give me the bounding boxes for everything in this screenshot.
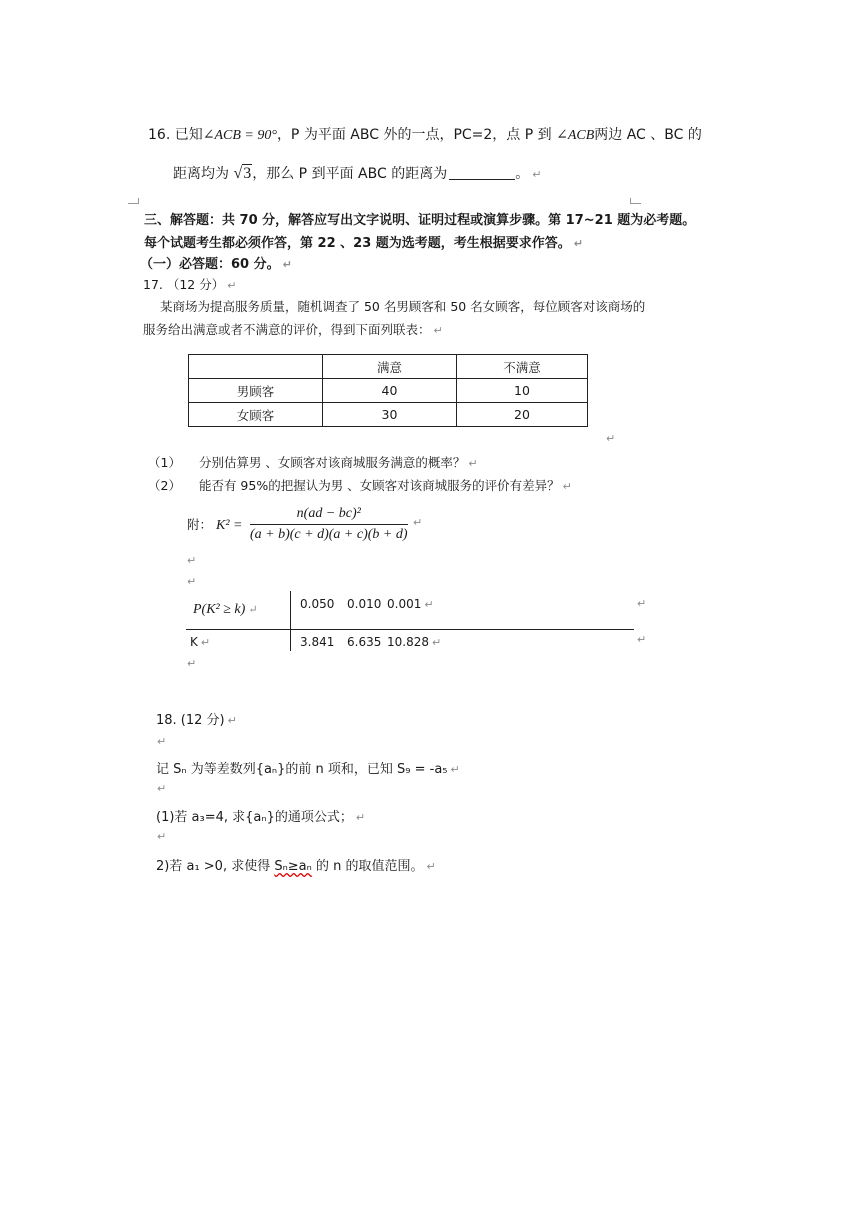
paragraph-mark: ↵ bbox=[413, 516, 423, 529]
paragraph-mark: ↵ bbox=[187, 657, 197, 670]
table2-row2-value: 10.828 ↵ bbox=[387, 635, 442, 649]
table2-row2-value: 3.841 bbox=[300, 635, 335, 649]
q17-sub2-text: 能否有 95%的把握认为男 、女顾客对该商城服务的评价有差异？ bbox=[198, 478, 560, 493]
table2-row1-label: P(K² ≥ k) ↵ bbox=[193, 602, 258, 617]
q16-text-f: 。 bbox=[515, 166, 530, 182]
q17-sub2: （2） 能否有 95%的把握认为男 、女顾客对该商城服务的评价有差异？ ↵ bbox=[148, 478, 572, 493]
table-header-cell: 不满意 bbox=[457, 355, 588, 379]
q17-intro-line2: 服务给出满意或者不满意的评价，得到下面列联表： ↵ bbox=[143, 322, 443, 337]
q16-text-b: ，P 为平面 ABC 外的一点，PC=2，点 P 到 bbox=[276, 127, 552, 143]
table-cell: 40 bbox=[323, 379, 457, 403]
table-header-row bbox=[189, 355, 588, 379]
q18-line3: 2)若 a₁ >0, 求使得 Sₙ≥aₙ 的 n 的取值范围。 ↵ bbox=[156, 859, 436, 874]
q16-text-e: ，那么 P 到平面 ABC 的距离为 bbox=[252, 166, 448, 182]
table-header-cell bbox=[189, 355, 323, 379]
table-cell: 20 bbox=[457, 403, 588, 427]
table-row bbox=[189, 379, 588, 403]
q16-sqrt: √3 bbox=[233, 165, 252, 182]
table-divider-vertical bbox=[290, 591, 291, 651]
chi-square-formula bbox=[250, 506, 408, 543]
table2-row2-value: 6.635 bbox=[347, 635, 382, 649]
table2-row1-value: 0.050 bbox=[300, 597, 335, 611]
q16-line2 bbox=[173, 163, 541, 183]
paragraph-mark: ↵ bbox=[157, 830, 167, 843]
q16-answer-blank[interactable] bbox=[449, 165, 515, 180]
q16-text-a: 已知 bbox=[174, 127, 203, 143]
q17-sub1: （1） 分别估算男 、女顾客对该商城服务满意的概率？ ↵ bbox=[148, 455, 478, 470]
q17-sub1-number: （1） bbox=[148, 455, 181, 470]
table2-row2-label: K ↵ bbox=[190, 635, 211, 649]
q17-intro-line1: 某商场为提高服务质量，随机调查了 50 名男顾客和 50 名女顾客，每位顾客对该商场的 bbox=[160, 299, 646, 314]
table-cell: 男顾客 bbox=[189, 379, 323, 403]
table-cell: 女顾客 bbox=[189, 403, 323, 427]
paragraph-mark: ↵ bbox=[637, 597, 647, 610]
q16-line1 bbox=[148, 124, 702, 144]
table2-row1-value: 0.001 ↵ bbox=[387, 597, 434, 611]
paragraph-mark: ↵ bbox=[637, 633, 647, 646]
section3-line2: 每个试题考生都必须作答，第 22 、23 题为选考题，考生根据要求作答。 ↵ bbox=[144, 236, 583, 251]
formula-label: 附： K² = bbox=[187, 517, 243, 533]
paragraph-mark: ↵ bbox=[187, 554, 197, 567]
spellcheck-underline: Sₙ≥aₙ bbox=[274, 859, 312, 874]
q16-number: 16. bbox=[148, 127, 171, 143]
section3-line3: （一）必答题：60 分。 ↵ bbox=[140, 257, 292, 272]
formula-lhs: K² = bbox=[216, 518, 243, 533]
paragraph-mark: ↵ bbox=[157, 735, 167, 748]
paragraph-mark: ↵ bbox=[532, 168, 542, 181]
formula-numerator: n(ad − bc)² bbox=[250, 506, 408, 525]
paragraph-mark: ↵ bbox=[157, 782, 167, 795]
table-cell: 30 bbox=[323, 403, 457, 427]
q17-sub2-number: （2） bbox=[148, 478, 181, 493]
section3-line1: 三、解答题：共 70 分，解答应写出文字说明、证明过程或演算步骤。第 17~21 题为必考题。 bbox=[144, 213, 696, 228]
table-header-cell: 满意 bbox=[323, 355, 457, 379]
q18-line1: 记 Sₙ 为等差数列{aₙ}的前 n 项和，已知 S₉ = -a₅ ↵ bbox=[156, 762, 460, 777]
q16-angle-expr: ∠ACB = 90° bbox=[202, 128, 277, 143]
table-divider-horizontal bbox=[186, 629, 634, 630]
page-corner-mark-right bbox=[630, 198, 641, 204]
paragraph-mark: ↵ bbox=[187, 575, 197, 588]
contingency-table bbox=[188, 354, 588, 427]
paragraph-mark: ↵ bbox=[606, 432, 616, 445]
q18-line2: (1)若 a₃=4, 求{aₙ}的通项公式； ↵ bbox=[156, 810, 366, 825]
q16-text-d: 距离均为 bbox=[173, 166, 229, 182]
q16-text-c: 两边 AC 、BC 的 bbox=[594, 127, 702, 143]
q17-header: 17. （12 分） ↵ bbox=[143, 277, 237, 292]
page-corner-mark-left bbox=[128, 198, 139, 204]
formula-denominator: (a + b)(c + d)(a + c)(b + d) bbox=[250, 527, 408, 542]
q17-sub1-text: 分别估算男 、女顾客对该商城服务满意的概率？ bbox=[198, 455, 466, 470]
q18-header: 18. (12 分) ↵ bbox=[156, 713, 237, 728]
q16-angle-name: ∠ACB bbox=[556, 128, 595, 143]
table-row bbox=[189, 403, 588, 427]
table2-row1-value: 0.010 bbox=[347, 597, 382, 611]
table-cell: 10 bbox=[457, 379, 588, 403]
